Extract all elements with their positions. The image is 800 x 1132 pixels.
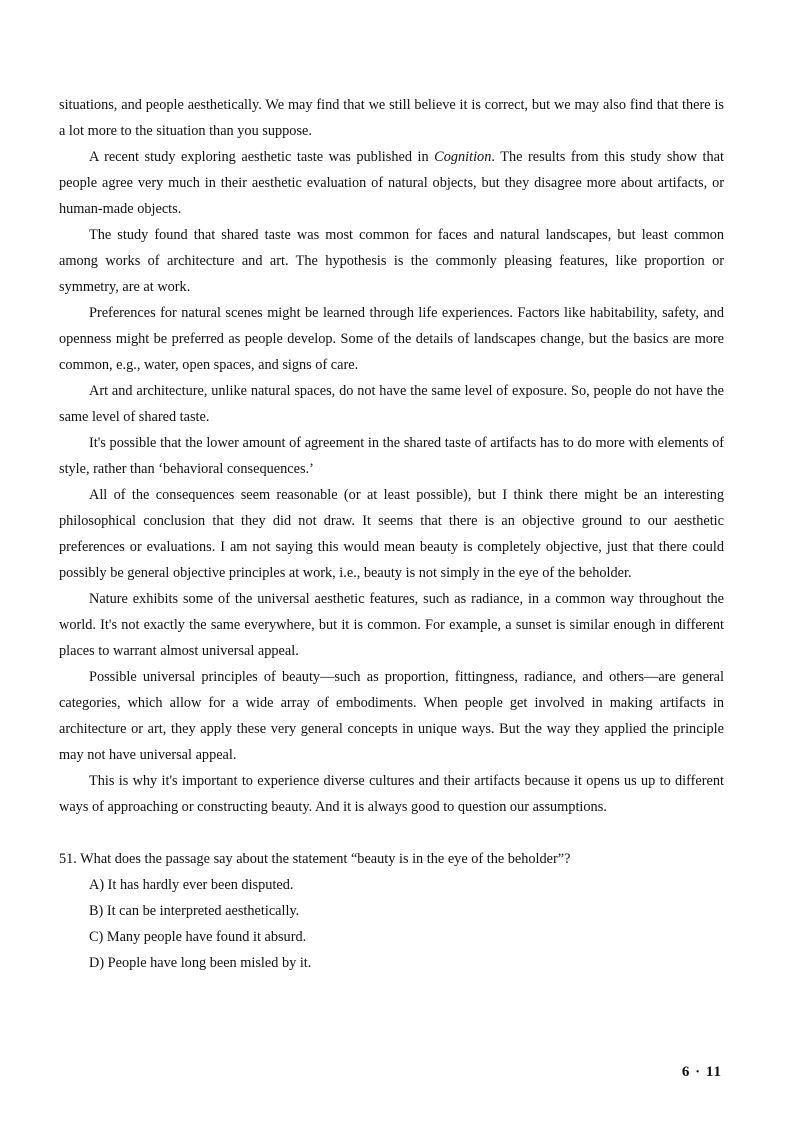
- option-d: D) People have long been misled by it.: [89, 955, 312, 971]
- passage-paragraph: Possible universal principles of beauty—such as proportion, fittingness, radiance, and others—are general categories, which allow for a wide array of embodiments. When people get involved in making artifacts in architecture or art, they apply these very general concepts in unique ways. But the way they applied the principle may not have universal appeal.: [59, 669, 724, 763]
- passage-paragraph: All of the consequences seem reasonable (or at least possible), but I think there might be an interesting philosophical conclusion that they did not draw. It seems that there is an objective ground to our aesthetic preferences or evaluations. I am not saying this would mean beauty is completely objective, just that there could possibly be general objective principles at work, i.e., beauty is not simply in the eye of the beholder.: [59, 487, 724, 581]
- exam-page: [59, 92, 724, 976]
- option-a: A) It has hardly ever been disputed.: [89, 877, 294, 893]
- page-number: 6 · 11: [681, 1064, 722, 1080]
- passage-paragraph: situations, and people aesthetically. We may find that we still believe it is correct, but we may also find that there is a lot more to the situation than you suppose.: [59, 97, 724, 139]
- question-51: [59, 846, 724, 976]
- passage-paragraph: [59, 144, 724, 222]
- question-stem: 51. What does the passage say about the statement “beauty is in the eye of the beholder”?: [59, 851, 571, 867]
- passage-paragraph: It's possible that the lower amount of agreement in the shared taste of artifacts has to do more with elements of style, rather than ‘behavioral consequences.’: [59, 435, 724, 477]
- passage-paragraph: The study found that shared taste was most common for faces and natural landscapes, but least common among works of architecture and art. The hypothesis is the commonly pleasing features, like proportion or symmetry, are at work.: [59, 227, 724, 295]
- paragraph-text: . The results from this study show that people agree very much in their aesthetic evaluation of natural objects, but they disagree more about artifacts, or human-made objects.: [59, 149, 724, 217]
- passage-paragraph: Nature exhibits some of the universal aesthetic features, such as radiance, in a common way throughout the world. It's not exactly the same everywhere, but it is common. For example, a sunset is similar enough in different places to warrant almost universal appeal.: [59, 591, 724, 659]
- passage-paragraph: Preferences for natural scenes might be learned through life experiences. Factors like habitability, safety, and openness might be preferred as people develop. Some of the details of landscapes change, but the basics are more common, e.g., water, open spaces, and signs of care.: [59, 305, 724, 373]
- paragraph-text: A recent study exploring aesthetic taste was published in: [89, 149, 435, 165]
- journal-title: Cognition: [434, 149, 492, 165]
- passage-paragraph: Art and architecture, unlike natural spaces, do not have the same level of exposure. So, people do not have the same level of shared taste.: [59, 383, 724, 425]
- option-c: C) Many people have found it absurd.: [89, 929, 307, 945]
- passage-paragraph: This is why it's important to experience diverse cultures and their artifacts because it opens us up to different ways of approaching or constructing beauty. And it is always good to question our assumptions.: [59, 773, 724, 815]
- answer-options: [59, 872, 724, 976]
- option-b: B) It can be interpreted aesthetically.: [89, 903, 300, 919]
